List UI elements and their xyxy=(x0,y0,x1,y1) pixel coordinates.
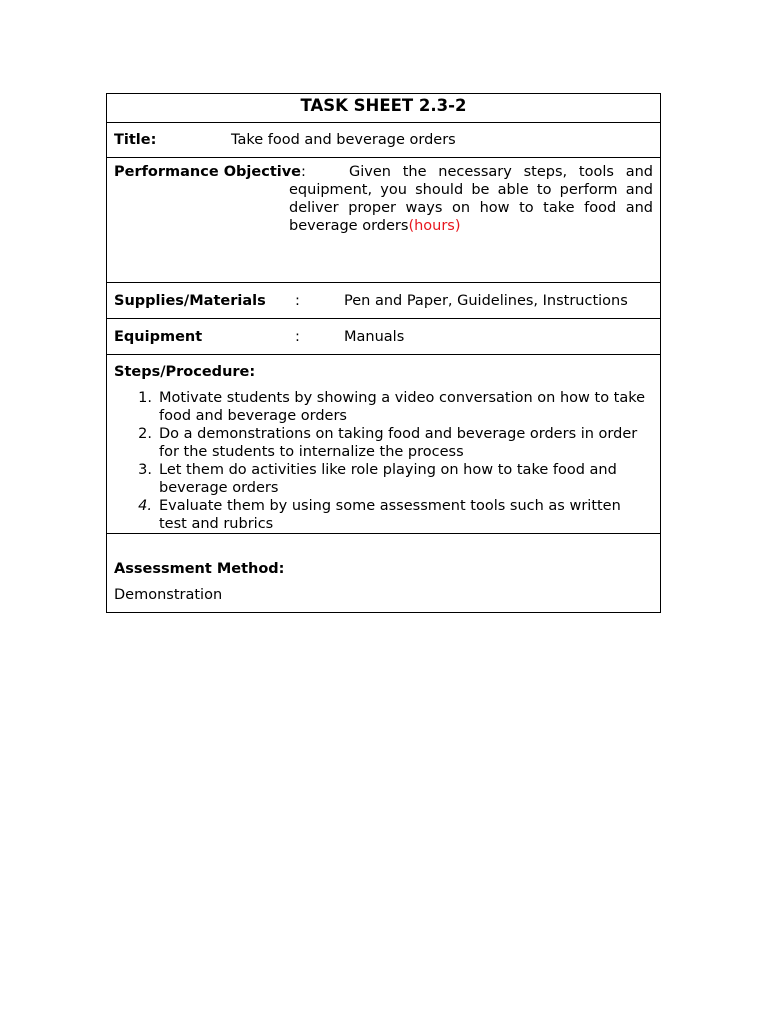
steps-list xyxy=(114,389,653,533)
title-row xyxy=(107,122,660,157)
assessment-label: Assessment Method: xyxy=(114,561,285,577)
supplies-label: Supplies/Materials xyxy=(114,292,266,309)
list-item xyxy=(114,425,653,461)
supplies-row xyxy=(107,282,660,318)
title-value: Take food and beverage orders xyxy=(231,132,456,148)
step-number: 4. xyxy=(138,498,152,514)
hours-note: (hours) xyxy=(408,218,461,234)
step-text: Evaluate them by using some assessment tools such as written test and rubrics xyxy=(159,498,621,532)
performance-objective-colon: : xyxy=(301,164,306,180)
performance-objective-row xyxy=(107,157,660,282)
supplies-colon: : xyxy=(295,292,300,309)
supplies-value: Pen and Paper, Guidelines, Instructions xyxy=(344,292,628,309)
performance-objective-text: Given the necessary steps, tools and equipment, you should be able to perform and deliver proper ways on how to take food and beverage orders xyxy=(289,164,653,234)
steps-label: Steps/Procedure: xyxy=(114,364,256,380)
list-item xyxy=(114,497,653,533)
steps-procedure-row xyxy=(107,354,660,533)
step-number: 1. xyxy=(138,390,152,406)
list-item xyxy=(114,389,653,425)
step-text: Motivate students by showing a video conversation on how to take food and beverage orders xyxy=(159,390,646,424)
assessment-method-row xyxy=(107,533,660,612)
assessment-value: Demonstration xyxy=(114,587,223,603)
equipment-value: Manuals xyxy=(344,328,405,345)
equipment-row xyxy=(107,318,660,354)
step-text: Let them do activities like role playing on how to take food and beverage orders xyxy=(159,462,617,496)
title-label: Title: xyxy=(114,132,157,148)
performance-objective-label-group xyxy=(114,163,306,181)
equipment-label: Equipment xyxy=(114,328,203,345)
performance-objective-label: Performance Objective xyxy=(114,164,302,180)
step-text: Do a demonstrations on taking food and beverage orders in order for the students to internalize the process xyxy=(159,426,638,460)
equipment-colon: : xyxy=(295,328,300,345)
task-sheet-table xyxy=(106,93,661,613)
task-sheet-heading: TASK SHEET 2.3-2 xyxy=(300,96,467,115)
step-number: 2. xyxy=(138,426,152,442)
performance-objective-text-group xyxy=(289,163,653,235)
step-number: 3. xyxy=(138,462,152,478)
list-item xyxy=(114,461,653,497)
